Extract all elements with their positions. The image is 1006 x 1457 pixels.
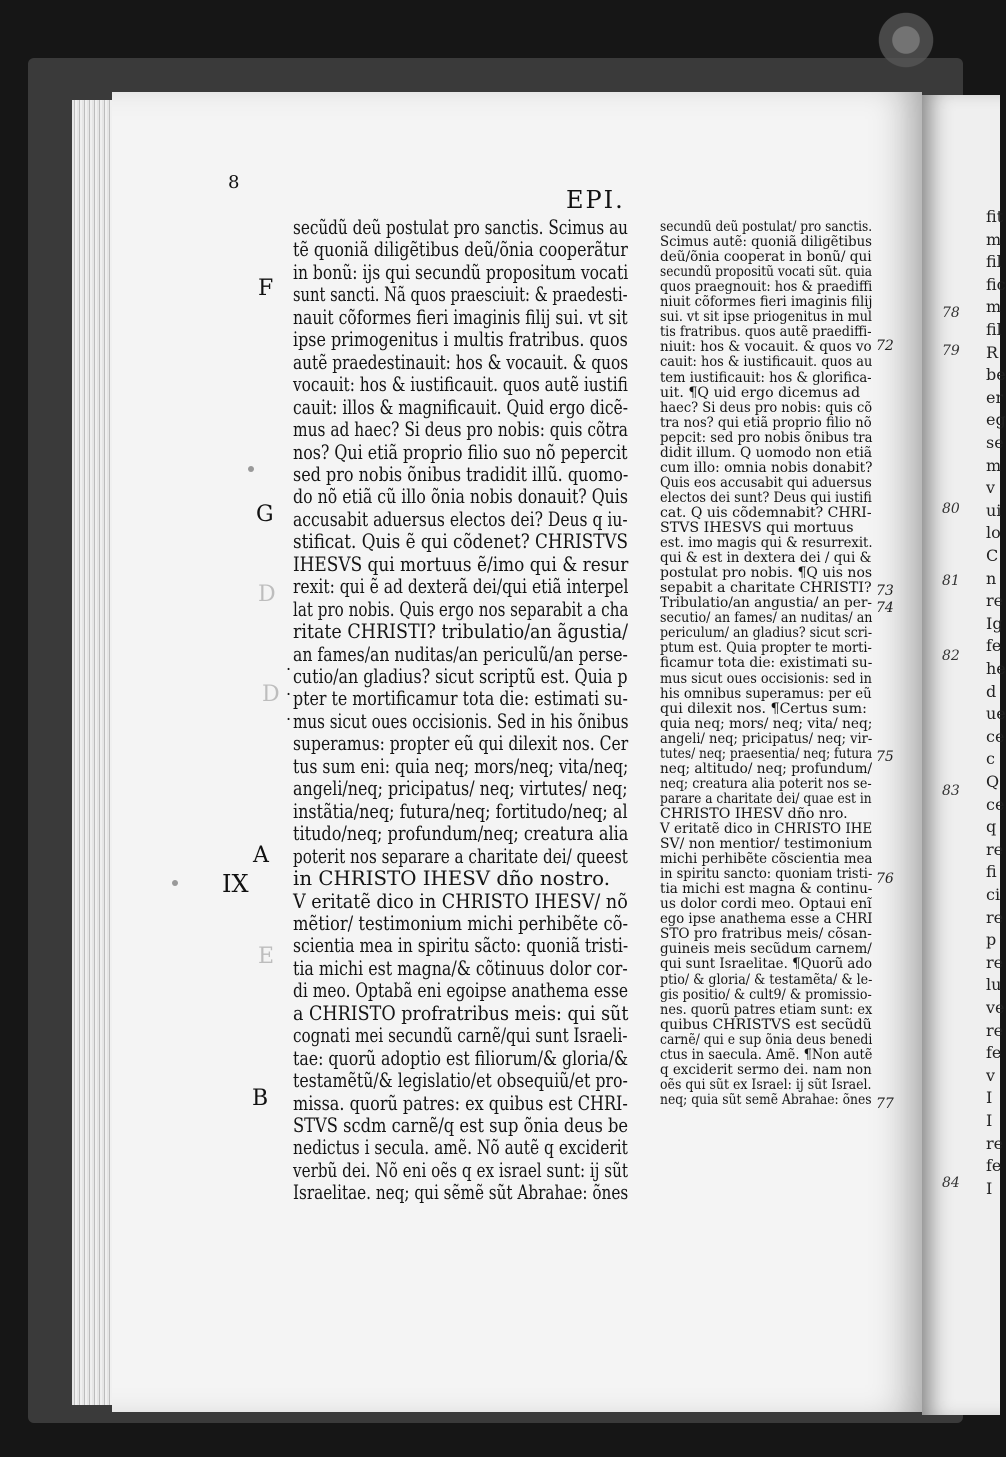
text-line: scientia mea in spiritu sãcto: quoniã tristi- [293, 934, 629, 958]
next-page-verse-number: 80 [942, 501, 960, 517]
text-line: michi perhibẽte cõscientia mea [660, 851, 873, 868]
margin-mark: . [286, 655, 292, 674]
text-line: sepabit a charitate CHRISTI? [660, 580, 872, 597]
chapter-number: IX [222, 870, 249, 898]
margin-spot [172, 880, 178, 886]
next-page-text-fragment: I [986, 1088, 993, 1108]
text-line: IHESVS qui mortuus ẽ/imo qui & resur [293, 552, 629, 576]
text-line: didit illum. Q uomodo non etiã [660, 444, 873, 461]
folio-number: 8 [228, 172, 240, 193]
text-line: secundũ propositũ vocati sũt. quia [660, 264, 872, 281]
text-line: superamus: propter eũ qui dilexit nos. Cer [293, 732, 629, 756]
margin-letter-f: F [258, 276, 274, 301]
text-line: vocauit: hos & iustificauit. quos autẽ iustifi [293, 373, 628, 397]
text-line: pter te mortificamur tota die: estimati su- [293, 687, 628, 711]
next-page-text-fragment: fil [986, 320, 1002, 339]
text-line: testamẽtũ/& legislatio/et obsequiũ/et pro- [293, 1069, 628, 1093]
text-line: STVS scdm carnẽ/q est sup õnia deus be [293, 1114, 629, 1137]
faint-letter-d2: D [262, 682, 280, 707]
text-line: instãtia/neq; futura/neq; fortitudo/neq; al [293, 799, 628, 823]
verse-number: 77 [876, 1096, 894, 1112]
next-page-verse-number: 79 [942, 343, 960, 359]
text-line: accusabit aduersus electos dei? Deus q iu- [293, 507, 628, 531]
next-page-text-fragment: p [986, 930, 997, 950]
faint-letter-d1: D [258, 582, 276, 607]
text-line: in bonũ: ijs qui secundũ propositum vocati [293, 260, 629, 284]
next-page-verse-number: 83 [942, 783, 960, 799]
text-line: Quis eos accusabit qui aduersus [660, 474, 872, 491]
next-page-text-fragment: re [986, 1020, 1004, 1040]
text-line: us dolor cordi meo. Optaui enĩ [660, 896, 872, 913]
margin-mark: . [286, 680, 292, 699]
text-line: electos dei sunt? Deus qui iustifi [660, 489, 872, 506]
text-line: autẽ praedestinauit: hos & vocauit. & quos [293, 350, 629, 374]
text-line: ficamur tota die: existimati su- [660, 655, 873, 672]
text-line: tia michi est magna & continu- [660, 881, 873, 898]
next-page-text-fragment: fi [986, 862, 997, 882]
text-line: carnẽ/ qui e sup õnia deus benedi [660, 1031, 873, 1048]
text-line: postulat pro nobis. ¶Q uis nos [660, 565, 873, 582]
next-page-text-fragment: Ig [986, 613, 1003, 633]
text-line: tis fratribus. quos autẽ praediffi- [660, 324, 872, 341]
text-line: tẽ quoniã diligẽtibus deũ/õnia cooperãtur [293, 238, 628, 262]
next-page-text-fragment: d [986, 681, 997, 701]
text-line: his omnibus superamus: per eũ [660, 685, 872, 702]
margin-letter-a: A [253, 843, 269, 868]
text-line: niuit: hos & vocauit. & quos vo [660, 339, 872, 356]
text-line: secundũ deũ postulat/ pro sanctis. [660, 219, 873, 235]
text-line: cauit: hos & iustificauit. quos au [660, 354, 873, 371]
text-line: ritate CHRISTI? tribulatio/an ãgustia/ [293, 620, 629, 644]
text-line: deũ/õnia cooperat in bonũ/ qui [660, 249, 872, 266]
text-line: est. imo magis qui & resurrexit. [660, 535, 873, 552]
text-line: angeli/ neq; pricipatus/ neq; vir- [660, 730, 873, 747]
text-line: niuit cõformes fieri imaginis filij [660, 294, 873, 311]
text-line: SV/ non mentior/ testimonium [660, 836, 873, 853]
text-line: haec? Si deus pro nobis: quis cõ [660, 399, 873, 416]
text-line: neq; quia sũt semẽ Abrahae: õnes [660, 1091, 872, 1108]
text-line: ptum est. Quia propter te morti- [660, 640, 872, 657]
next-page-sliver [922, 95, 1006, 1415]
next-page-text-fragment: he [986, 659, 1006, 678]
text-line: rexit: qui ẽ ad dexterã dei/qui etiã interpel [293, 575, 629, 599]
text-line: ipse primogenitus i multis fratribus. quos [293, 328, 628, 352]
next-page-text-fragment: I [986, 1111, 993, 1130]
next-page-text-fragment: eg [986, 410, 1006, 430]
margin-letter-g: G [256, 502, 274, 527]
next-page-text-fragment: v [986, 1065, 996, 1085]
next-page-text-fragment: c [986, 749, 995, 769]
text-line: gis positio/ & cult9/ & promissio- [660, 986, 872, 1003]
margin-letter-b: B [252, 1086, 269, 1111]
bookmark-ribbon [870, 0, 960, 80]
next-page-text-fragment: m [986, 455, 1002, 475]
text-line: cum illo: omnia nobis donabit? [660, 459, 873, 476]
verse-number: 73 [876, 583, 894, 599]
text-line: di meo. Optabã eni egoipse anathema esse [293, 979, 629, 1003]
text-line: cauit: illos & magnificauit. Quid ergo dicẽ- [293, 395, 628, 419]
text-line: uit. ¶Q uid ergo dicemus ad [660, 384, 861, 401]
next-page-text-fragment: re [986, 1133, 1004, 1153]
text-line: in spiritu sancto: quoniam tristi- [660, 866, 873, 883]
text-line: qui & est in dextera dei / qui & [660, 550, 872, 567]
text-line: in CHRISTO IHESV dño nostro. [293, 867, 610, 891]
text-line: qui dilexit nos. ¶Certus sum: [660, 700, 867, 717]
next-page-text-fragment: ve [986, 998, 1005, 1017]
next-page-verse-number: 84 [942, 1175, 960, 1191]
verse-number: 74 [876, 600, 894, 616]
text-line: guineis meis secũdum carnem/ [660, 941, 872, 958]
margin-spot [248, 466, 254, 472]
next-page-verse-number: 82 [942, 648, 960, 664]
text-line: quia neq; mors/ neq; vita/ neq; [660, 715, 873, 732]
text-line: sui. vt sit ipse priogenitus in mul [660, 309, 872, 326]
text-line: STO pro fratribus meis/ cõsan- [660, 926, 872, 943]
text-line: an fames/an nuditas/an periculũ/an perse- [293, 642, 628, 666]
text-line: secũdũ deũ postulat pro sanctis. Scimus au [293, 216, 628, 239]
margin-mark: . [286, 705, 292, 724]
text-line: a CHRISTO profratribus meis: qui sũt [293, 1001, 629, 1025]
next-page-text-fragment: ci [986, 885, 1001, 904]
next-page-text-fragment: fe [986, 636, 1002, 656]
text-line: poterit nos separare a charitate dei/ queest [293, 844, 628, 868]
text-line: Scimus autẽ: quoniã diligẽtibus [660, 234, 872, 251]
text-line: V eritatẽ dico in CHRISTO IHESV/ nõ [293, 889, 628, 913]
next-page-text-fragment: ce [986, 726, 1005, 746]
text-line: tem iustificauit: hos & glorifica- [660, 369, 872, 386]
next-page-text-fragment: fit [986, 207, 1004, 226]
text-line: neq; altitudo/ neq; profundum/ [660, 760, 873, 777]
text-line: ego ipse anathema esse a CHRI [660, 911, 873, 928]
text-line: ctus in saecula. Amẽ. ¶Non autẽ [660, 1046, 873, 1063]
next-page-text-fragment: fe [986, 1043, 1002, 1063]
text-line: tia michi est magna/& cõtinuus dolor cor- [293, 956, 628, 980]
text-line: cutio/an gladius? sicut scriptũ est. Quia p [293, 665, 628, 688]
text-line: missa. quorũ patres: ex quibus est CHRI- [293, 1091, 628, 1115]
text-line: tutes/ neq; praesentia/ neq; futura [660, 745, 873, 762]
next-page-text-fragment: q [986, 817, 997, 837]
next-page-text-fragment: re [986, 839, 1004, 859]
text-line: titudo/neq; profundum/neq; creatura alia [293, 822, 629, 846]
next-page-text-fragment: fil [986, 252, 1002, 272]
text-line: ptio/ & gloria/ & testamẽta/ & le- [660, 971, 873, 988]
text-line: mus sicut oues occisionis: sed in [660, 670, 872, 687]
verse-number: 76 [876, 871, 894, 887]
text-line: tra nos? qui etiã proprio filio nõ [660, 414, 872, 431]
next-page-text-fragment: be [986, 365, 1006, 385]
text-line: CHRISTO IHESV dño nro. [660, 805, 848, 822]
next-page-text-fragment: ue [986, 704, 1006, 724]
next-page-text-fragment: se [986, 433, 1004, 452]
next-page-text-fragment: lo [986, 523, 1001, 543]
text-line: tae: quorũ adoptio est filiorum/& gloria/& [293, 1046, 629, 1070]
text-line: quibus CHRISTVS est secũdũ [660, 1016, 872, 1033]
text-line: STVS IHESVS qui mortuus [660, 520, 854, 536]
next-page-text-fragment: m [986, 297, 1002, 317]
text-line: nedictus i secula. amẽ. Nõ autẽ q exciderit [293, 1136, 628, 1160]
next-page-text-fragment: n [986, 568, 997, 588]
next-page-verse-number: 81 [942, 573, 960, 589]
text-line: nauit cõformes fieri imaginis filij sui. vt sit [293, 305, 628, 329]
text-line: mus sicut oues occisionis. Sed in his õnibus [293, 709, 629, 733]
text-line: qui sunt Israelitae. ¶Quorũ ado [660, 956, 873, 973]
text-line: sed pro nobis õnibus tradidit illũ. quomo- [293, 462, 629, 486]
text-line: mus ad haec? Si deus pro nobis: quis cõtra [293, 418, 628, 442]
text-line: quos praegnouit: hos & praediffi [660, 279, 873, 296]
text-line: parare a charitate dei/ quae est in [660, 790, 872, 807]
text-line: Israelitae. neq; qui sẽmẽ sũt Abrahae: õnes [293, 1181, 629, 1205]
next-page-text-fragment: er [986, 387, 1004, 407]
verse-number: 72 [876, 338, 894, 354]
next-page-text-fragment: ce [986, 794, 1005, 814]
text-line: stificat. Quis ẽ qui cõdenet? CHRISTVS [293, 530, 629, 554]
text-line: Tribulatio/an angustia/ an per- [660, 595, 872, 612]
text-line: cat. Q uis cõdemnabit? CHRI- [660, 504, 872, 521]
text-line: q exciderit sermo dei. nam non [660, 1061, 872, 1078]
running-head: EPI. [566, 186, 625, 214]
text-line: pepcit: sed pro nobis õnibus tra [660, 429, 873, 446]
next-page-text-fragment: R [986, 342, 999, 362]
text-line: neq; creatura alia poterit nos se- [660, 775, 872, 792]
next-page-text-fragment: re [986, 907, 1004, 927]
text-line: lat pro nobis. Quis ergo nos separabit a cha [293, 597, 629, 621]
next-page-text-fragment: re [986, 591, 1004, 611]
text-line: V eritatẽ dico in CHRISTO IHE [660, 821, 873, 837]
text-line: secutio/ an fames/ an nuditas/ an [660, 610, 873, 627]
text-line: nos? Qui etiã proprio filio suo nõ pepercit [293, 440, 628, 464]
next-page-verse-number: 78 [942, 305, 960, 321]
next-page-text-fragment: C [986, 546, 999, 565]
next-page-text-fragment: fic [986, 274, 1006, 294]
next-page-text-fragment: I [986, 1178, 993, 1198]
next-page-text-fragment: fe [986, 1156, 1002, 1176]
next-page-text-fragment: lu [986, 975, 1002, 995]
faint-letter-e: E [258, 944, 275, 969]
text-line: tus sum eni: quia neq; mors/neq; vita/neq; [293, 754, 629, 778]
text-line: nes. quorũ patres etiam sunt: ex [660, 1001, 873, 1018]
next-page-text-fragment: v [986, 478, 996, 498]
text-line: sunt sancti. Nã quos praesciuit: & praedesti- [293, 283, 628, 307]
next-page-text-fragment: Q [986, 772, 1000, 791]
text-line: do nõ etiã cũ illo õnia nobis donauit? Quis [293, 485, 628, 509]
verse-number: 75 [876, 749, 894, 765]
text-line: periculum/ an gladius? sicut scri- [660, 625, 873, 642]
text-line: mẽtior/ testimonium michi perhibẽte cõ- [293, 911, 628, 935]
text-line: oẽs qui sũt ex Israel: ij sũt Israel. [660, 1076, 872, 1093]
next-page-text-fragment: ui [986, 500, 1002, 520]
text-line: cognati mei secundũ carnẽ/qui sunt Israeli- [293, 1024, 628, 1048]
text-line: verbũ dei. Nõ eni oẽs q ex israel sunt: ij sũt [293, 1158, 629, 1182]
next-page-text-fragment: re [986, 952, 1004, 972]
next-page-text-fragment: m [986, 229, 1002, 249]
text-line: angeli/neq; pricipatus/ neq; virtutes/ neq; [293, 777, 628, 801]
